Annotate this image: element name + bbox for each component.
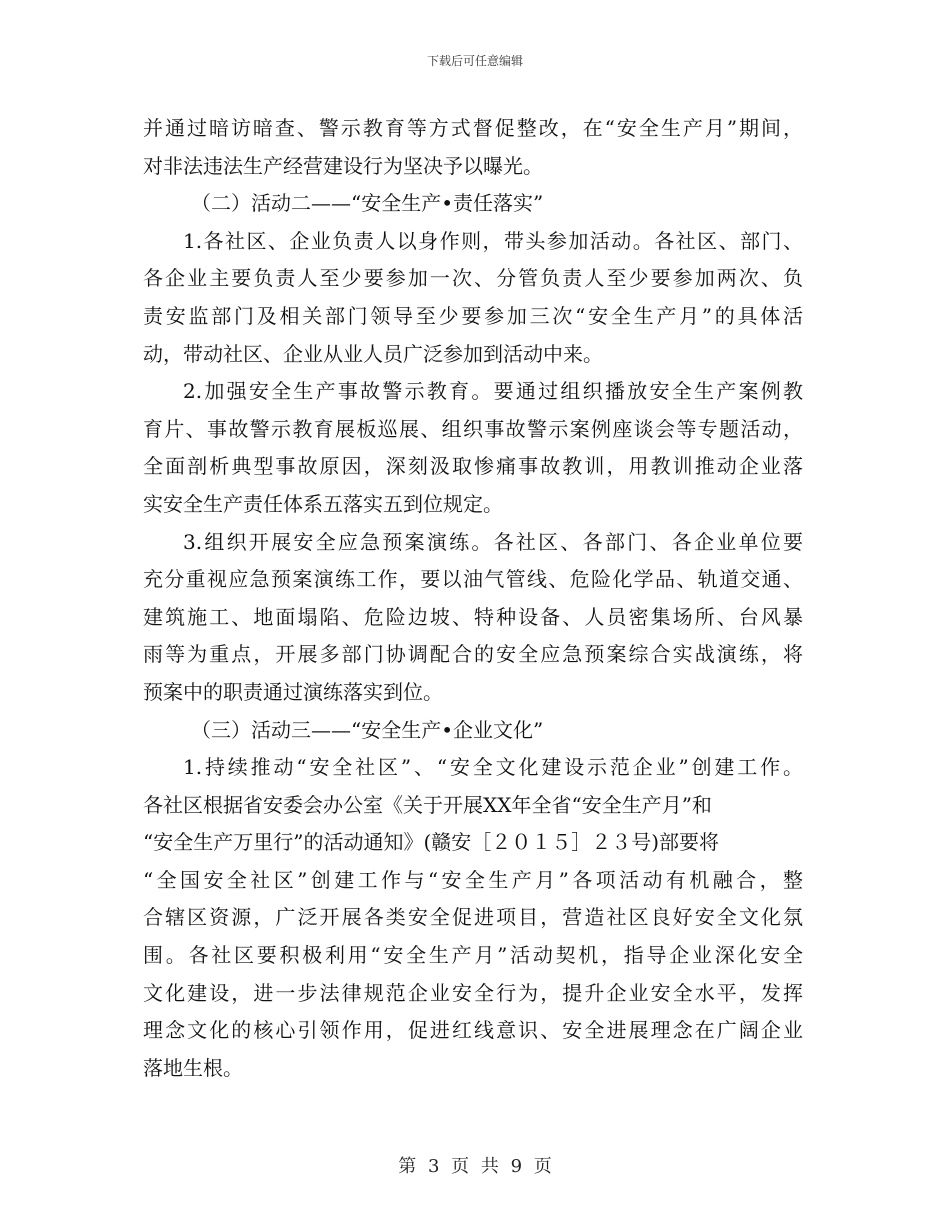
- paragraph-line: 实安全生产责任体系五落实五到位规定。: [143, 491, 503, 516]
- paragraph-line: 动，带动社区、企业从业人员广泛参加到活动中来。: [143, 341, 603, 366]
- paragraph-line: “安全生产万里行”的活动通知》(赣安［２０１５］２３号)部要将: [143, 830, 720, 855]
- paragraph-line: 建筑施工、地面塌陷、危险边坡、特种设备、人员密集场所、台风暴: [143, 604, 803, 629]
- paragraph-line: 育片、事故警示教育展板巡展、组织事故警示案例座谈会等专题活动，: [143, 416, 803, 441]
- paragraph-line: 文化建设，进一步法律规范企业安全行为，提升企业安全水平，发挥: [143, 980, 803, 1005]
- paragraph-line: 3.组织开展安全应急预案演练。各社区、各部门、各企业单位要: [183, 529, 803, 554]
- paragraph-line: 对非法违法生产经营建设行为坚决予以曝光。: [143, 153, 543, 178]
- page-header: 下载后可任意编辑: [426, 54, 523, 68]
- paragraph-line: 围。各社区要积极利用“安全生产月”活动契机，指导企业深化安全: [143, 943, 803, 968]
- paragraph-line: 充分重视应急预案演练工作，要以油气管线、危险化学品、轨道交通、: [143, 567, 803, 592]
- paragraph-line: 全面剖析典型事故原因，深刻汲取惨痛事故教训，用教训推动企业落: [143, 454, 803, 479]
- paragraph-line: 理念文化的核心引领作用，促进红线意识、安全进展理念在广阔企业: [143, 1018, 803, 1043]
- document-body: [143, 110, 803, 1087]
- paragraph-line: 各社区根据省安委会办公室《关于开展XX年全省“安全生产月”和: [143, 792, 712, 817]
- paragraph-line: 合辖区资源，广泛开展各类安全促进项目，营造社区良好安全文化氛: [143, 905, 803, 930]
- paragraph-line: “全国安全社区”创建工作与“安全生产月”各项活动有机融合，整: [143, 867, 803, 892]
- section-heading: （三）活动三——“安全生产•企业文化”: [191, 717, 544, 742]
- paragraph-line: 预案中的职责通过演练落实到位。: [143, 679, 443, 704]
- paragraph-line: 责安监部门及相关部门领导至少要参加三次“安全生产月”的具体活: [143, 303, 803, 328]
- section-heading: （二）活动二——“安全生产•责任落实”: [191, 191, 544, 216]
- paragraph-line: 雨等为重点，开展多部门协调配合的安全应急预案综合实战演练，将: [143, 642, 803, 667]
- paragraph-line: 并通过暗访暗查、警示教育等方式督促整改，在“安全生产月”期间，: [143, 116, 803, 140]
- paragraph-line: 2.加强安全生产事故警示教育。要通过组织播放安全生产案例教: [183, 379, 803, 404]
- paragraph-line: 落地生根。: [143, 1055, 243, 1080]
- paragraph-line: 各企业主要负责人至少要参加一次、分管负责人至少要参加两次、负: [143, 266, 803, 291]
- paragraph-line: 1.各社区、企业负责人以身作则，带头参加活动。各社区、部门、: [183, 228, 803, 253]
- paragraph-line: 1.持续推动“安全社区”、“安全文化建设示范企业”创建工作。: [183, 755, 803, 780]
- page-number: 第 3 页 共 9 页: [398, 1156, 552, 1177]
